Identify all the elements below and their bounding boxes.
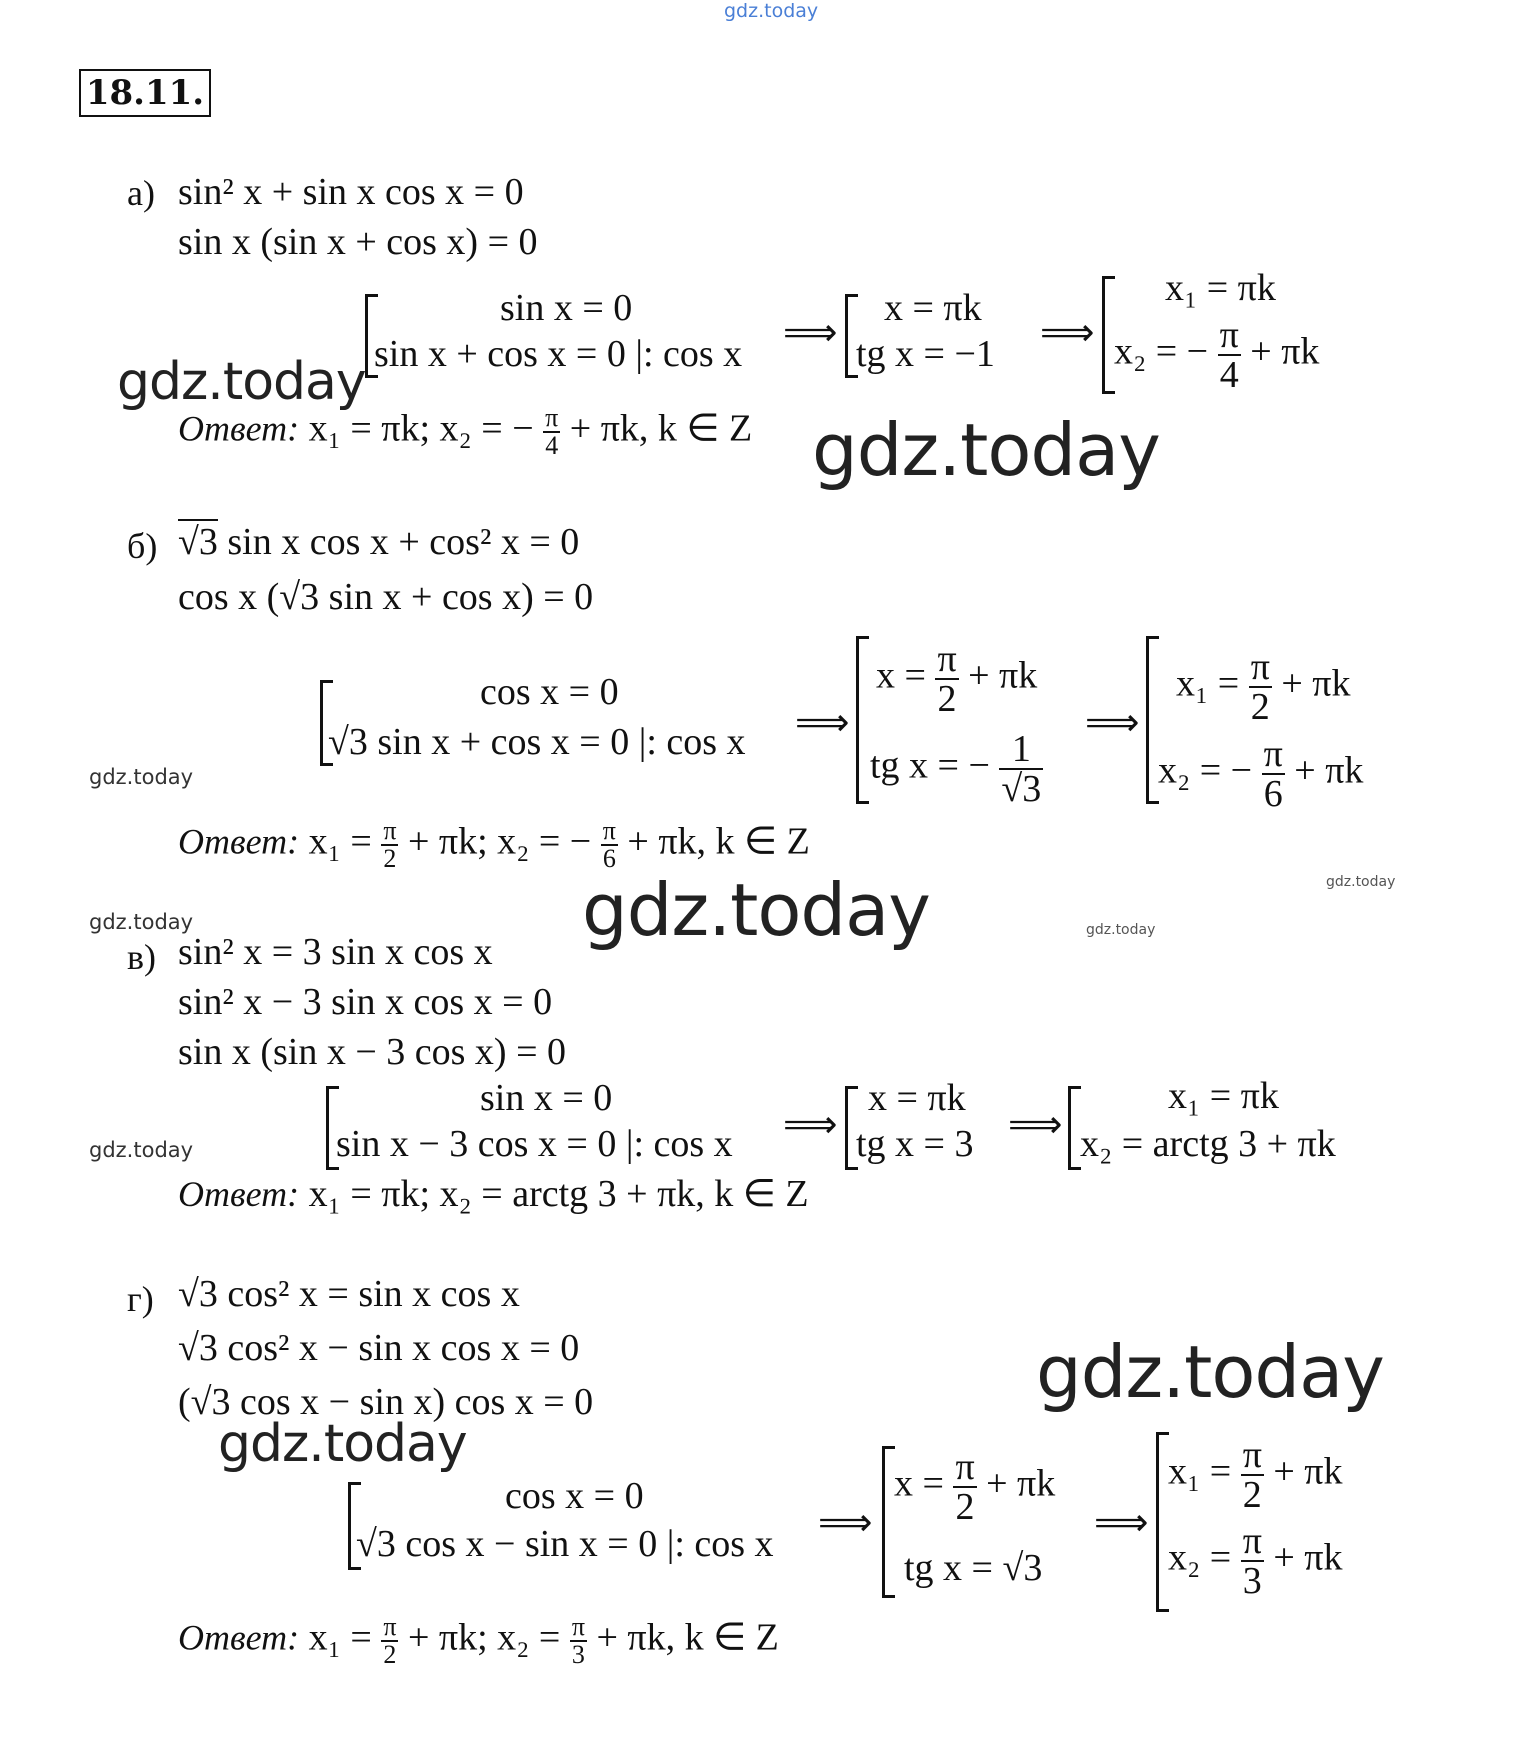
part-v-sys3-l2: x₂ = arctg 3 + πk <box>1080 1123 1336 1165</box>
part-a-line1: sin² x + sin x cos x = 0 <box>178 171 524 213</box>
part-a-line2: sin x (sin x + cos x) = 0 <box>178 221 538 263</box>
part-b-arrow-2: ⟹ <box>1085 700 1140 744</box>
part-a-label: а) <box>127 173 155 213</box>
part-b-bracket-2 <box>856 636 869 804</box>
part-v-line1: sin² x = 3 sin x cos x <box>178 931 493 973</box>
part-g-line1: √3 cos² x = sin x cos x <box>178 1273 520 1315</box>
part-a-arrow-1: ⟹ <box>783 310 838 354</box>
part-b-sys1-l2: √3 sin x + cos x = 0 |: cos x <box>328 721 746 763</box>
part-b-sys3-l2: x₂ = − $\frac{\pi}{6}$ + πk <box>1158 733 1364 815</box>
part-v-sys2-l2: tg x = 3 <box>856 1123 974 1165</box>
part-a-sys3-l1: x₁ = πk <box>1165 267 1276 309</box>
part-g-arrow-2: ⟹ <box>1094 1500 1149 1544</box>
part-b-sys1-l1: cos x = 0 <box>480 671 619 713</box>
part-g-line3: (√3 cos x − sin x) cos x = 0 <box>178 1381 594 1423</box>
part-a-answer: Ответ: x₁ = πk; x₂ = − $\frac{\pi}{4}$ + πk, k ∈ Z <box>178 403 753 460</box>
part-g-arrow-1: ⟹ <box>818 1500 873 1544</box>
part-v-line2: sin² x − 3 sin x cos x = 0 <box>178 981 553 1023</box>
part-b-sys3-l1: x₁ = $\frac{\pi}{2}$ + πk <box>1176 646 1351 728</box>
part-a-sys2-l1: x = πk <box>884 287 982 329</box>
part-v-line3: sin x (sin x − 3 cos x) = 0 <box>178 1031 567 1073</box>
part-v-arrow-1: ⟹ <box>783 1102 838 1146</box>
part-a-sys1-l1: sin x = 0 <box>500 287 633 329</box>
part-g-sys3-l2: x₂ = $\frac{\pi}{3}$ + πk <box>1168 1520 1343 1602</box>
part-a-sys3-l2: x₂ = − $\frac{\pi}{4}$ + πk <box>1114 314 1320 396</box>
part-v-arrow-2: ⟹ <box>1008 1102 1063 1146</box>
part-b-sys2-l2: tg x = − $\frac{1}{√3}$ <box>870 728 1042 810</box>
watermark-6: gdz.today <box>89 910 194 934</box>
part-b-answer: Ответ: x₁ = $\frac{\pi}{2}$ + πk; x₂ = − $\frac{\pi}{6}$ + πk, k ∈ Z <box>178 816 810 873</box>
part-v-sys3-l1: x₁ = πk <box>1168 1075 1279 1117</box>
part-g-sys2-l1: x = $\frac{\pi}{2}$ + πk <box>894 1446 1056 1528</box>
watermark-9: gdz.today <box>218 1414 467 1474</box>
watermark-5: gdz.today <box>582 868 930 952</box>
part-g-label: г) <box>127 1279 154 1319</box>
part-g-line2: √3 cos² x − sin x cos x = 0 <box>178 1327 580 1369</box>
part-v-sys1-l2: sin x − 3 cos x = 0 |: cos x <box>336 1123 733 1165</box>
part-b-sys2-l1: x = $\frac{\pi}{2}$ + πk <box>876 638 1038 720</box>
part-g-sys2-l2: tg x = √3 <box>904 1547 1043 1589</box>
part-v-sys1-l1: sin x = 0 <box>480 1077 613 1119</box>
watermark-8: gdz.today <box>1036 1330 1384 1414</box>
part-b-arrow-1: ⟹ <box>795 700 850 744</box>
part-v-answer: Ответ: x₁ = πk; x₂ = arctg 3 + πk, k ∈ Z <box>178 1173 809 1215</box>
part-g-answer: Ответ: x₁ = $\frac{\pi}{2}$ + πk; x₂ = $\frac{\pi}{3}$ + πk, k ∈ Z <box>178 1612 779 1669</box>
part-v-sys2-l1: x = πk <box>868 1077 966 1119</box>
part-a-sys1-l2: sin x + cos x = 0 |: cos x <box>374 333 743 375</box>
watermark-top: gdz.today <box>724 0 819 22</box>
part-b-line1: √3 sin x cos x + cos² x = 0 <box>178 521 580 563</box>
watermark-10: gdz.today <box>1086 922 1156 938</box>
watermark-4: gdz.today <box>1326 874 1396 890</box>
part-v-label: в) <box>127 937 156 977</box>
watermark-7: gdz.today <box>89 1138 194 1162</box>
watermark-3: gdz.today <box>89 765 194 789</box>
part-g-sys3-l1: x₁ = $\frac{\pi}{2}$ + πk <box>1168 1434 1343 1516</box>
part-a-sys2-l2: tg x = −1 <box>856 333 995 375</box>
part-b-label: б) <box>127 526 158 566</box>
task-number: 18.11. <box>79 69 211 117</box>
watermark-1: gdz.today <box>117 352 366 412</box>
watermark-2: gdz.today <box>812 408 1160 492</box>
part-g-sys1-l1: cos x = 0 <box>505 1475 644 1517</box>
part-g-sys1-l2: √3 cos x − sin x = 0 |: cos x <box>356 1523 774 1565</box>
part-b-line2: cos x (√3 sin x + cos x) = 0 <box>178 576 594 618</box>
part-a-arrow-2: ⟹ <box>1040 310 1095 354</box>
